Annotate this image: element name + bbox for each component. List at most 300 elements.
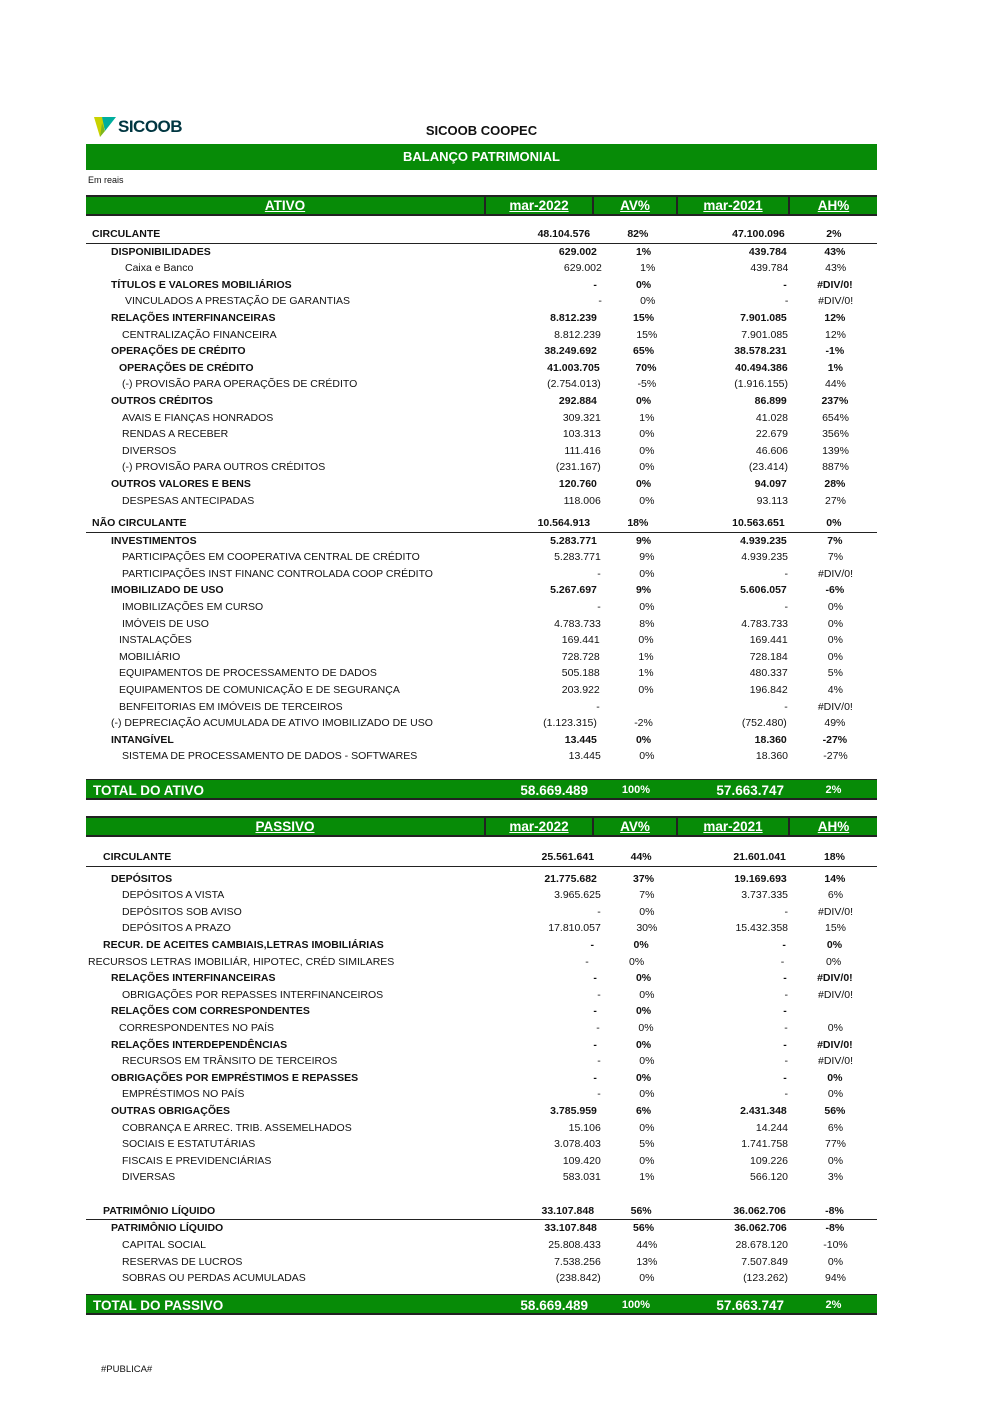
table-row (86, 1220, 877, 1237)
total-mar-2021: 57.663.747 (716, 1298, 784, 1313)
cell-ah: 0% (827, 617, 844, 630)
cell-av: 0% (635, 733, 652, 746)
cell-av: 0% (639, 1154, 655, 1167)
cell-mar-2022: 629.002 (563, 262, 602, 275)
table-row (86, 443, 877, 460)
cell-mar-2021: 19.169.693 (734, 872, 787, 885)
cell-ah: -8% (825, 1204, 844, 1217)
table-row (86, 293, 877, 310)
cell-label: OUTROS CRÉDITOS (111, 394, 213, 407)
table-row (86, 937, 877, 954)
cell-av: 1% (638, 650, 654, 663)
cell-label: (-) PROVISÃO PARA OUTROS CRÉDITOS (122, 461, 326, 474)
cell-label: INTANGÍVEL (111, 733, 174, 746)
cell-ah: #DIV/0! (817, 1038, 853, 1051)
cell-av: 70% (635, 361, 657, 374)
cell-mar-2022: 25.808.433 (548, 1239, 601, 1252)
table-row (86, 1003, 877, 1020)
cell-av: 15% (636, 328, 658, 341)
ativo-header-label: ATIVO (86, 197, 486, 214)
cell-label: DISPONIBILIDADES (111, 245, 211, 258)
cell-label: EMPRÉSTIMOS NO PAÍS (122, 1088, 245, 1101)
cell-av: 44% (636, 1239, 658, 1252)
cell-ah: 237% (821, 394, 849, 407)
total-label: TOTAL DO PASSIVO (93, 1298, 224, 1313)
cell-mar-2021: - (784, 567, 789, 580)
cell-mar-2021: 196.842 (749, 684, 788, 697)
cell-mar-2021: (23.414) (748, 461, 789, 474)
cell-mar-2022: (231.167) (555, 461, 601, 474)
cell-ah: #DIV/0! (817, 567, 854, 580)
table-row (86, 376, 877, 393)
total-mar-2022: 58.669.489 (520, 783, 588, 798)
cell-label: RECURSOS LETRAS IMOBILIÁR, HIPOTEC, CRÉD SIMILARES (88, 955, 395, 968)
cell-label: DEPÓSITOS A VISTA (122, 889, 225, 902)
cell-av: 0% (633, 938, 649, 951)
cell-mar-2022: - (596, 1021, 600, 1034)
cell-mar-2022: (1.123.315) (543, 717, 597, 730)
cell-av: 30% (636, 922, 658, 935)
passivo-column-header (86, 816, 877, 837)
total-passivo-row (86, 1294, 877, 1315)
cell-mar-2022: 7.538.256 (554, 1255, 601, 1268)
cell-label: RENDAS A RECEBER (122, 428, 229, 441)
logo-text: SICOOB (118, 117, 183, 136)
cell-av: 0% (638, 1021, 654, 1034)
cell-av: 0% (639, 494, 655, 507)
cell-av: 82% (627, 228, 649, 240)
cell-mar-2022: - (597, 601, 601, 614)
cell-ah: 7% (827, 534, 843, 547)
table-row (86, 616, 877, 633)
cell-label: BENFEITORIAS EM IMÓVEIS DE TERCEIROS (119, 700, 343, 713)
table-row (86, 649, 877, 666)
table-row (86, 715, 877, 732)
cell-label: OPERAÇÕES DE CRÉDITO (111, 345, 246, 358)
cell-mar-2021: 3.737.335 (741, 889, 789, 902)
cell-ah: 0% (826, 517, 842, 530)
table-row (86, 1120, 877, 1137)
cell-mar-2022: 169.441 (561, 634, 600, 647)
cell-mar-2022: 3.965.625 (554, 889, 601, 902)
cell-ah: 0% (827, 1071, 843, 1084)
cell-mar-2021: 28.678.120 (735, 1239, 789, 1252)
cell-ah: 6% (827, 1121, 844, 1134)
cell-mar-2021: 7.901.085 (740, 311, 787, 324)
cell-mar-2022: - (597, 905, 601, 918)
cell-label: OBRIGAÇÕES POR REPASSES INTERFINANCEIROS (122, 988, 384, 1001)
cell-ah: 0% (827, 601, 844, 614)
cell-ah: -27% (822, 733, 848, 746)
cell-ah: #DIV/0! (818, 295, 854, 308)
table-row (86, 1254, 877, 1271)
cell-av: 0% (639, 601, 655, 614)
cell-av: 0% (639, 428, 655, 441)
cell-mar-2021: 10.563.651 (732, 517, 785, 530)
col-ah: AH% (817, 819, 850, 834)
cell-ah: 44% (825, 378, 847, 391)
cell-mar-2021: 41.028 (755, 411, 789, 424)
table-row (86, 549, 877, 566)
cell-ah: -6% (825, 584, 845, 597)
cell-label: RELAÇÕES COM CORRESPONDENTES (111, 1005, 310, 1018)
cell-mar-2021: 47.100.096 (732, 228, 785, 240)
cell-label: NÃO CIRCULANTE (92, 517, 187, 530)
cell-label: OPERAÇÕES DE CRÉDITO (119, 361, 254, 374)
cell-mar-2021: - (784, 1021, 788, 1034)
cell-mar-2021: 15.432.358 (735, 922, 789, 935)
col-mar-2021: mar-2021 (678, 197, 790, 214)
cell-av: 6% (635, 1104, 652, 1117)
table-row (86, 493, 877, 510)
cell-mar-2022: - (590, 938, 595, 951)
table-row (86, 1237, 877, 1254)
cell-ah: 27% (825, 494, 847, 507)
cell-mar-2021: 94.097 (754, 477, 787, 490)
cell-label: COBRANÇA E ARREC. TRIB. ASSEMELHADOS (122, 1121, 352, 1134)
cell-ah: 0% (827, 1154, 844, 1167)
cell-mar-2022: 309.321 (562, 411, 601, 424)
cell-ah: 12% (824, 311, 846, 324)
cell-av: 15% (633, 311, 655, 324)
cell-ah: 6% (827, 889, 844, 902)
cell-label: (-) PROVISÃO PARA OPERAÇÕES DE CRÉDITO (122, 378, 358, 391)
col-mar-2021: mar-2021 (678, 818, 790, 835)
cell-mar-2022: 505.188 (561, 667, 600, 680)
cell-label: Caixa e Banco (125, 262, 194, 275)
cell-mar-2021: - (784, 988, 789, 1001)
cell-mar-2022: (2.754.013) (547, 378, 601, 391)
table-row (86, 1153, 877, 1170)
cell-ah: -10% (823, 1239, 848, 1252)
table-row (86, 476, 877, 493)
cell-mar-2022: 8.812.239 (550, 311, 597, 324)
table-row (86, 566, 877, 583)
cell-label: DEPÓSITOS A PRAZO (122, 922, 231, 935)
table-row (86, 599, 877, 616)
cell-ah: 49% (824, 717, 846, 730)
cell-ah: 14% (824, 872, 846, 885)
cell-label: RELAÇÕES INTERFINANCEIRAS (111, 311, 276, 324)
table-row (86, 954, 877, 971)
cell-label: (-) DEPRECIAÇÃO ACUMULADA DE ATIVO IMOBILIZADO DE USO (111, 717, 433, 730)
total-av: 100% (621, 1299, 651, 1311)
table-row (86, 1203, 877, 1221)
cell-av: 1% (640, 262, 656, 275)
cell-mar-2022: 25.561.641 (541, 851, 595, 863)
cell-label: RELAÇÕES INTERDEPENDÊNCIAS (111, 1038, 288, 1051)
cell-label: DEPÓSITOS SOB AVISO (122, 905, 242, 918)
cell-ah: 0% (826, 955, 842, 968)
cell-mar-2022: - (593, 1038, 597, 1051)
cell-label: OUTRAS OBRIGAÇÕES (111, 1104, 231, 1117)
cell-label: EQUIPAMENTOS DE COMUNICAÇÃO E DE SEGURANÇA (119, 684, 400, 697)
cell-mar-2021: 46.606 (755, 444, 789, 457)
cell-mar-2022: - (597, 1055, 601, 1068)
cell-mar-2021: 86.899 (754, 394, 787, 407)
cell-ah: 77% (825, 1138, 847, 1151)
cell-label: SISTEMA DE PROCESSAMENTO DE DADOS - SOFTWARES (122, 750, 418, 763)
cell-label: PARTICIPAÇÕES INST FINANC CONTROLADA COOP CRÉDITO (122, 567, 433, 580)
cell-mar-2021: 566.120 (750, 1171, 789, 1184)
cell-ah: 94% (825, 1272, 847, 1285)
company-name: SICOOB COOPEC (425, 123, 538, 138)
cell-av: 0% (635, 394, 652, 407)
cell-label: PATRIMÔNIO LÍQUIDO (103, 1204, 216, 1217)
cell-ah: #DIV/0! (817, 905, 854, 918)
cell-mar-2022: 5.283.771 (554, 551, 601, 564)
cell-mar-2022: 583.031 (562, 1171, 601, 1184)
cell-mar-2021: 93.113 (756, 494, 789, 507)
cell-mar-2022: 111.416 (564, 444, 601, 457)
cell-mar-2021: 18.360 (755, 750, 789, 763)
ativo-column-header (86, 195, 877, 216)
cell-ah: #DIV/0! (817, 700, 853, 713)
cell-mar-2021: - (784, 601, 789, 614)
cell-mar-2022: 21.775.682 (544, 872, 597, 885)
total-ah: 2% (825, 784, 842, 796)
cell-ah: 356% (822, 428, 849, 441)
cell-av: 5% (639, 1138, 655, 1151)
cell-mar-2021: 169.441 (749, 634, 788, 647)
cell-mar-2022: 13.445 (564, 733, 597, 746)
cell-mar-2021: - (784, 905, 789, 918)
cell-label: RELAÇÕES INTERFINANCEIRAS (111, 972, 276, 985)
table-row (86, 1169, 877, 1186)
cell-label: IMÓVEIS DE USO (122, 617, 209, 630)
cell-mar-2021: - (784, 1055, 789, 1068)
cell-av: 0% (639, 444, 655, 457)
cell-mar-2022: - (593, 278, 597, 291)
cell-mar-2022: 17.810.057 (548, 922, 601, 935)
cell-mar-2021: 21.601.041 (733, 851, 786, 863)
cell-av: -2% (634, 717, 653, 730)
cell-av: 8% (639, 617, 655, 630)
cell-ah: -27% (823, 750, 848, 763)
cell-mar-2022: 13.445 (568, 750, 601, 763)
cell-mar-2022: 103.313 (562, 428, 601, 441)
cell-mar-2021: 4.939.235 (740, 534, 787, 547)
total-mar-2022: 58.669.489 (520, 1298, 588, 1313)
cell-mar-2022: 33.107.848 (544, 1222, 597, 1235)
table-row (86, 1270, 877, 1287)
cell-label: DIVERSAS (122, 1171, 176, 1184)
cell-av: -5% (637, 378, 657, 391)
cell-ah: 5% (827, 667, 843, 680)
table-row (86, 1136, 877, 1153)
table-row (86, 849, 877, 867)
table-row (86, 920, 877, 937)
cell-ah: -8% (825, 1222, 845, 1235)
cell-label: SOBRAS OU PERDAS ACUMULADAS (122, 1272, 306, 1285)
cell-mar-2021: 439.784 (748, 245, 787, 258)
cell-mar-2021: (1.916.155) (734, 378, 789, 391)
cell-mar-2021: 36.062.706 (733, 1204, 786, 1217)
cell-av: 56% (633, 1222, 655, 1235)
table-row (86, 1037, 877, 1054)
cell-av: 1% (639, 1171, 655, 1184)
cell-ah: #DIV/0! (817, 988, 854, 1001)
cell-mar-2022: 38.249.692 (544, 345, 597, 358)
total-ah: 2% (825, 1299, 842, 1311)
cell-ah: 0% (827, 650, 843, 663)
cell-mar-2021: 40.494.386 (735, 361, 788, 374)
table-row (86, 226, 877, 244)
cell-av: 1% (635, 245, 652, 258)
cell-mar-2021: (752.480) (741, 717, 787, 730)
cell-mar-2021: 38.578.231 (734, 345, 787, 358)
cell-mar-2021: - (784, 1088, 789, 1101)
cell-mar-2022: 118.006 (563, 494, 601, 507)
cell-label: FISCAIS E PREVIDENCIÁRIAS (122, 1154, 272, 1167)
table-row (86, 987, 877, 1004)
cell-ah: 2% (826, 228, 842, 240)
cell-av: 44% (630, 851, 652, 863)
cell-av: 1% (639, 411, 655, 424)
table-row (86, 244, 877, 261)
table-row (86, 310, 877, 327)
total-label: TOTAL DO ATIVO (93, 783, 204, 798)
cell-ah (793, 1003, 877, 1020)
cell-mar-2021: 7.507.849 (741, 1255, 789, 1268)
cell-ah: 12% (825, 328, 847, 341)
cell-label: OBRIGAÇÕES POR EMPRÉSTIMOS E REPASSES (111, 1071, 359, 1084)
cell-av: 13% (636, 1255, 658, 1268)
table-row (86, 682, 877, 699)
cell-av: 0% (639, 1088, 655, 1101)
table-row (86, 699, 877, 716)
classification-label: #PUBLICA# (101, 1364, 153, 1375)
ativo-rows (86, 226, 877, 765)
cell-label: AVAIS E FIANÇAS HONRADOS (122, 411, 274, 424)
cell-label: PATRIMÔNIO LÍQUIDO (111, 1222, 224, 1235)
cell-ah: 0% (827, 634, 843, 647)
cell-av: 0% (635, 1005, 652, 1018)
table-row (86, 360, 877, 377)
cell-label: IMOBILIZADO DE USO (111, 584, 224, 597)
cell-mar-2022: - (597, 988, 601, 1001)
cell-label: CAPITAL SOCIAL (122, 1239, 207, 1252)
cell-mar-2022: - (598, 295, 602, 308)
cell-mar-2021: - (783, 1005, 787, 1018)
table-row (86, 277, 877, 294)
cell-mar-2021: (123.262) (743, 1272, 789, 1285)
cell-mar-2021: - (783, 972, 787, 985)
cell-label: CENTRALIZAÇÃO FINANCEIRA (122, 328, 277, 341)
cell-label: TÍTULOS E VALORES MOBILIÁRIOS (111, 278, 292, 291)
cell-label: IMOBILIZAÇÕES EM CURSO (122, 601, 264, 614)
cell-label: PARTICIPAÇÕES EM COOPERATIVA CENTRAL DE CRÉDITO (122, 551, 420, 564)
cell-mar-2022: 5.267.697 (550, 584, 597, 597)
cell-ah: 0% (826, 938, 843, 951)
cell-av: 18% (627, 517, 649, 530)
cell-ah: 0% (827, 1021, 843, 1034)
cell-ah: #DIV/0! (817, 972, 853, 985)
cell-label: INVESTIMENTOS (111, 534, 197, 547)
cell-av: 0% (639, 461, 655, 474)
cell-label: RESERVAS DE LUCROS (122, 1255, 243, 1268)
cell-av: 0% (635, 1038, 652, 1051)
cell-label: VINCULADOS A PRESTAÇÃO DE GARANTIAS (125, 295, 351, 308)
cell-mar-2021: 480.337 (749, 667, 788, 680)
cell-av: 0% (639, 1055, 655, 1068)
cell-av: 37% (633, 872, 655, 885)
cell-label: INSTALAÇÕES (119, 634, 192, 647)
cell-ah: 43% (824, 245, 846, 258)
cell-mar-2021: 4.939.235 (741, 551, 789, 564)
cell-mar-2022: - (593, 1071, 597, 1084)
cell-mar-2021: - (780, 955, 785, 968)
cell-mar-2022: 728.728 (561, 650, 600, 663)
table-row (86, 665, 877, 682)
cell-mar-2022: 48.104.576 (537, 228, 591, 240)
cell-av: 9% (635, 534, 652, 547)
cell-av: 0% (640, 295, 656, 308)
cell-mar-2021: 14.244 (755, 1121, 789, 1134)
cell-av: 65% (633, 345, 655, 358)
cell-mar-2022: 33.107.848 (541, 1204, 595, 1217)
cell-av: 0% (635, 477, 652, 490)
cell-mar-2022: 41.003.705 (547, 361, 600, 374)
cell-mar-2022: - (597, 567, 601, 580)
cell-ah: 15% (825, 922, 847, 935)
cell-mar-2022: 5.283.771 (550, 534, 597, 547)
table-row (86, 393, 877, 410)
col-av: AV% (594, 197, 678, 214)
cell-mar-2021: 2.431.348 (740, 1104, 787, 1117)
cell-mar-2021: 728.184 (749, 650, 788, 663)
total-av: 100% (621, 784, 651, 796)
table-row (86, 260, 877, 277)
report-title: BALANÇO PATRIMONIAL (86, 144, 877, 170)
cell-mar-2021: 109.226 (750, 1154, 789, 1167)
cell-av: 9% (635, 584, 652, 597)
col-av: AV% (594, 818, 678, 835)
cell-mar-2022: - (597, 1088, 601, 1101)
cell-ah: 654% (822, 411, 849, 424)
table-row (86, 970, 877, 987)
cell-label: OUTROS VALORES E BENS (111, 477, 251, 490)
cell-av: 0% (639, 567, 655, 580)
table-row (86, 1020, 877, 1037)
table-row (86, 327, 877, 344)
table-row (86, 410, 877, 427)
table-row (86, 515, 877, 533)
cell-mar-2021: - (782, 938, 786, 951)
cell-mar-2022: - (593, 972, 597, 985)
cell-mar-2022: - (585, 955, 589, 968)
table-row (86, 1086, 877, 1103)
cell-label: DESPESAS ANTECIPADAS (122, 494, 255, 507)
cell-mar-2021: 7.901.085 (741, 328, 789, 341)
cell-mar-2022: - (593, 1005, 597, 1018)
cell-av: 0% (639, 988, 655, 1001)
cell-mar-2021: - (784, 700, 788, 713)
cell-mar-2022: 15.106 (568, 1121, 601, 1134)
cell-av: 0% (639, 905, 655, 918)
cell-ah: 3% (827, 1171, 844, 1184)
cell-label: EQUIPAMENTOS DE PROCESSAMENTO DE DADOS (119, 667, 377, 680)
cell-ah: 18% (823, 851, 845, 863)
cell-mar-2022: 292.884 (558, 394, 597, 407)
cell-mar-2021: - (783, 1038, 787, 1051)
cell-ah: 0% (827, 1088, 844, 1101)
cell-ah: #DIV/0! (817, 278, 853, 291)
table-row (86, 582, 877, 599)
cell-mar-2021: 4.783.733 (741, 617, 789, 630)
cell-mar-2021: - (784, 295, 789, 308)
cell-ah: #DIV/0! (817, 1055, 854, 1068)
